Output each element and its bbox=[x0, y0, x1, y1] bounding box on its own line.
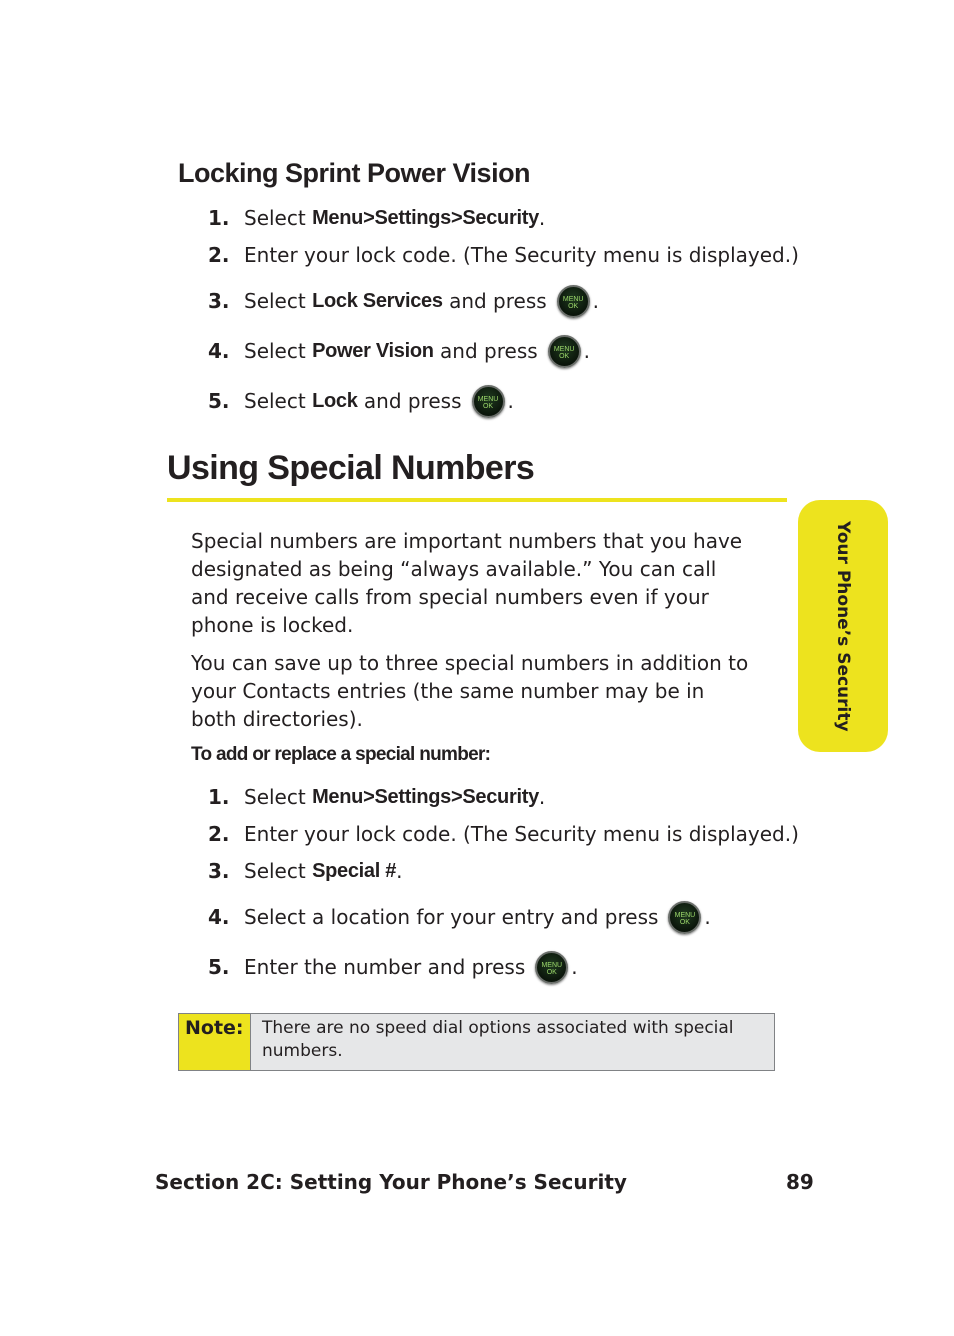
menu-ok-key-icon: MENU OK bbox=[535, 951, 568, 984]
step: 1. Select Menu > Settings > Security . bbox=[208, 206, 546, 230]
menu-ok-key-icon: MENU OK bbox=[548, 335, 581, 368]
menu-ok-key-icon: MENU OK bbox=[668, 901, 701, 934]
intro-paragraph: You can save up to three special numbers in addition to your Contacts entries (the same number may be in both directories). bbox=[191, 651, 749, 731]
procedure-heading: To add or replace a special number: bbox=[191, 744, 491, 765]
intro-paragraph: Special numbers are important numbers that you have designated as being “always available.” You can call and receive calls from special numbers even if your phone is locked. bbox=[191, 529, 743, 637]
step: 4. Select a location for your entry and press MENU OK . bbox=[208, 897, 711, 937]
note-box bbox=[178, 1013, 775, 1071]
step: 4. Select Power Vision and press MENU OK . bbox=[208, 331, 590, 371]
step: 2. Enter your lock code. (The Security menu is displayed.) bbox=[208, 243, 799, 267]
section-side-tab bbox=[798, 500, 888, 752]
step: 5. Enter the number and press MENU OK . bbox=[208, 947, 578, 987]
menu-ok-key-icon: MENU OK bbox=[557, 285, 590, 318]
page-number: 89 bbox=[786, 1170, 814, 1194]
page-title: Using Special Numbers bbox=[167, 449, 535, 487]
menu-ok-key-icon: MENU OK bbox=[472, 385, 505, 418]
note-label: Note: bbox=[179, 1014, 251, 1070]
step: 2. Enter your lock code. (The Security menu is displayed.) bbox=[208, 822, 799, 846]
footer-section-title: Section 2C: Setting Your Phone’s Security bbox=[155, 1170, 627, 1194]
note-text: There are no speed dial options associated with special numbers. bbox=[251, 1014, 774, 1070]
step: 1. Select Menu > Settings > Security . bbox=[208, 785, 546, 809]
step: 3. Select Lock Services and press MENU OK . bbox=[208, 281, 599, 321]
side-tab-label: Your Phone’s Security bbox=[833, 520, 853, 732]
step: 3. Select Special # . bbox=[208, 859, 403, 883]
section-heading-locking: Locking Sprint Power Vision bbox=[178, 158, 531, 188]
heading-rule bbox=[167, 498, 787, 502]
step: 5. Select Lock and press MENU OK . bbox=[208, 381, 514, 421]
